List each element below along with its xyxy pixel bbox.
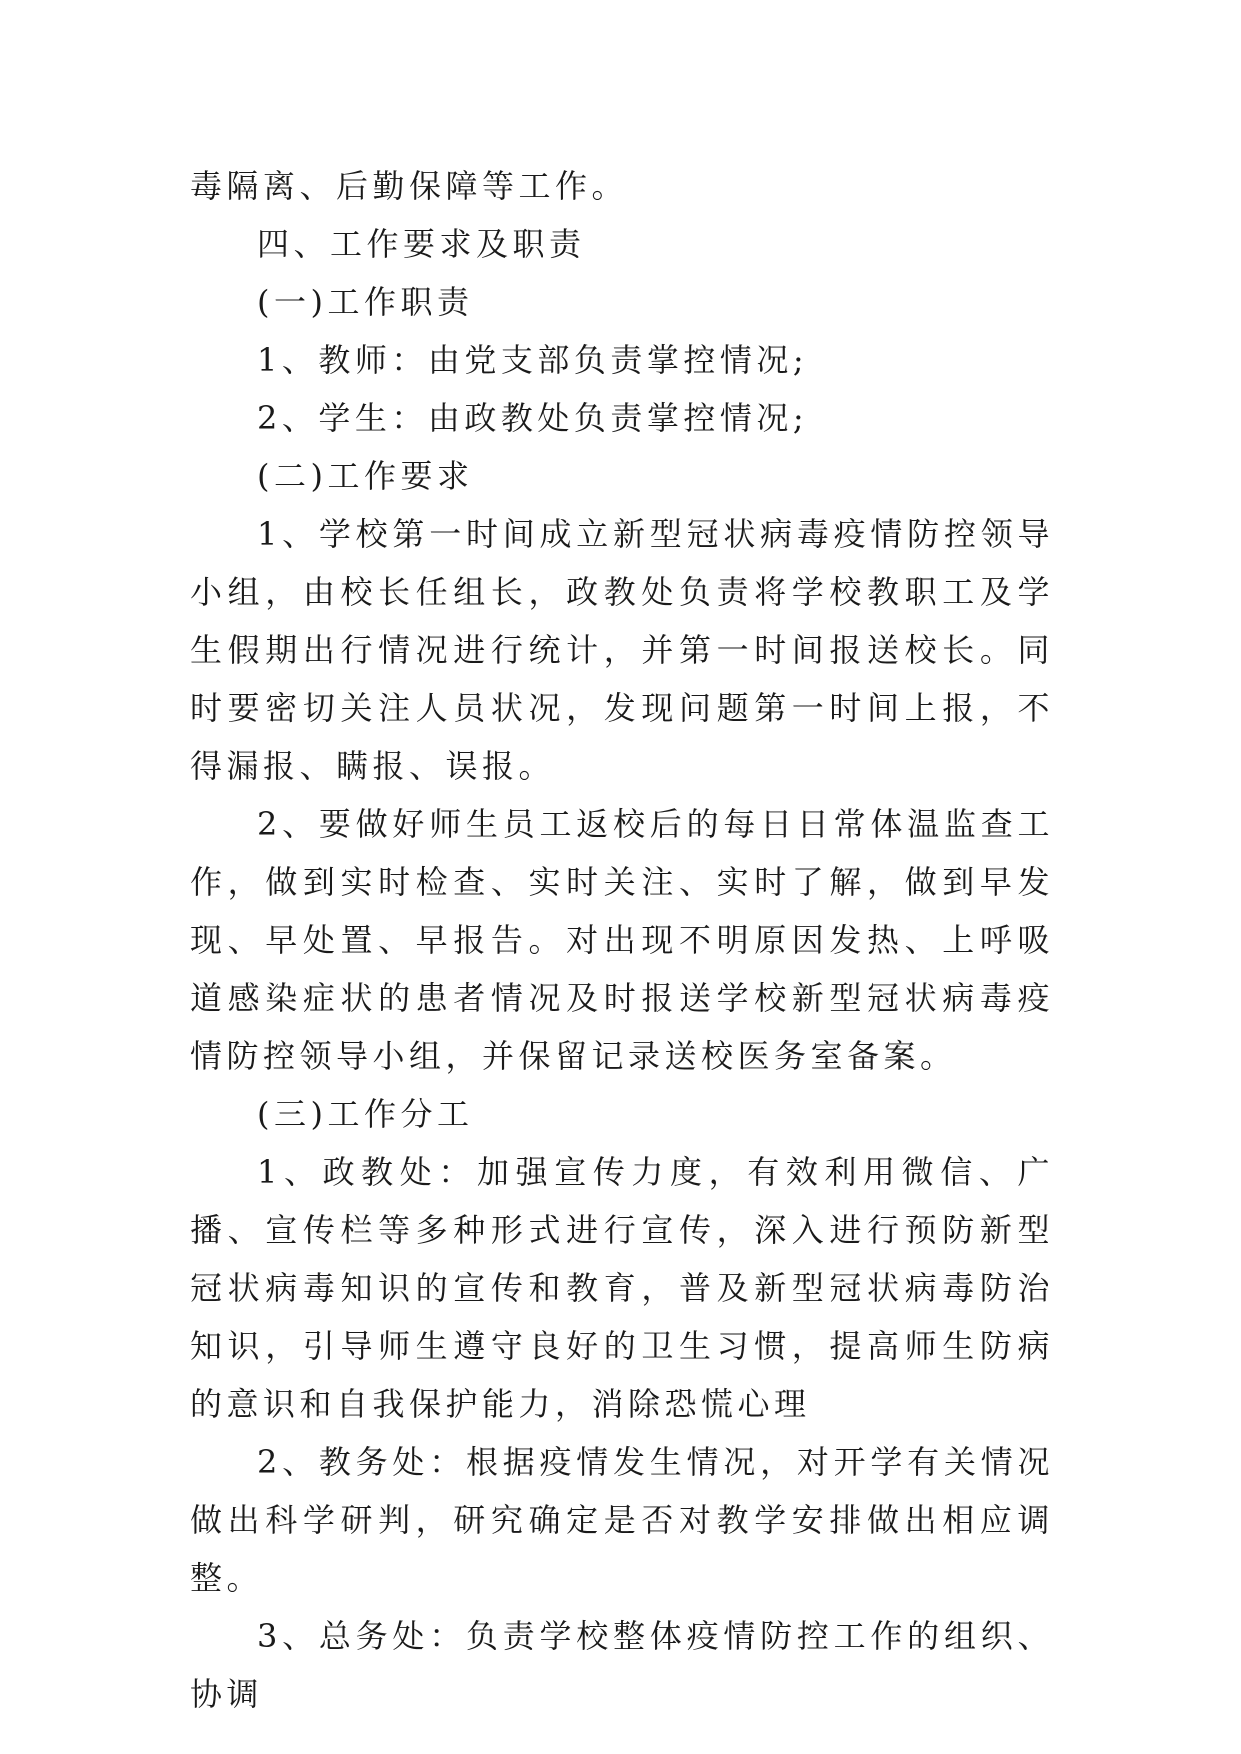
subheading-division: (三)工作分工 — [257, 1095, 474, 1133]
requirement-item-1: 1、学校第一时间成立新型冠状病毒疫情防控领导小组，由校长任组长，政教处负责将学校教职工及学生假期出行情况进行统计，并第一时间报送校长。同时要密切关注人员状况，发现问题第一时间上报，不得漏报、瞒报、误报。 — [190, 515, 1054, 785]
division-item-political-office: 1、政教处：加强宣传力度，有效利用微信、广播、宣传栏等多种形式进行宣传，深入进行预防新型冠状病毒知识的宣传和教育，普及新型冠状病毒防治知识，引导师生遵守良好的卫生习惯，提高师生防病的意识和自我保护能力，消除恐慌心理 — [190, 1153, 1054, 1423]
requirement-item-2: 2、要做好师生员工返校后的每日日常体温监查工作，做到实时检查、实时关注、实时了解，做到早发现、早处置、早报告。对出现不明原因发热、上呼吸道感染症状的患者情况及时报送学校新型冠状病毒疫情防控领导小组，并保留记录送校医务室备案。 — [190, 805, 1054, 1075]
division-item-general-affairs: 3、总务处：负责学校整体疫情防控工作的组织、协调 — [190, 1617, 1054, 1713]
section-heading-requirements: 四、工作要求及职责 — [257, 225, 586, 263]
document-body — [190, 157, 1054, 1723]
subheading-duties: (一)工作职责 — [257, 283, 474, 321]
duty-item-students: 2、学生：由政教处负责掌控情况; — [257, 399, 809, 437]
subheading-requirements: (二)工作要求 — [257, 457, 474, 495]
division-item-academic-office: 2、教务处：根据疫情发生情况，对开学有关情况做出科学研判，研究确定是否对教学安排做出相应调整。 — [190, 1443, 1054, 1597]
duty-item-teachers: 1、教师：由党支部负责掌控情况; — [257, 341, 809, 379]
paragraph-continuation: 毒隔离、后勤保障等工作。 — [190, 167, 629, 205]
